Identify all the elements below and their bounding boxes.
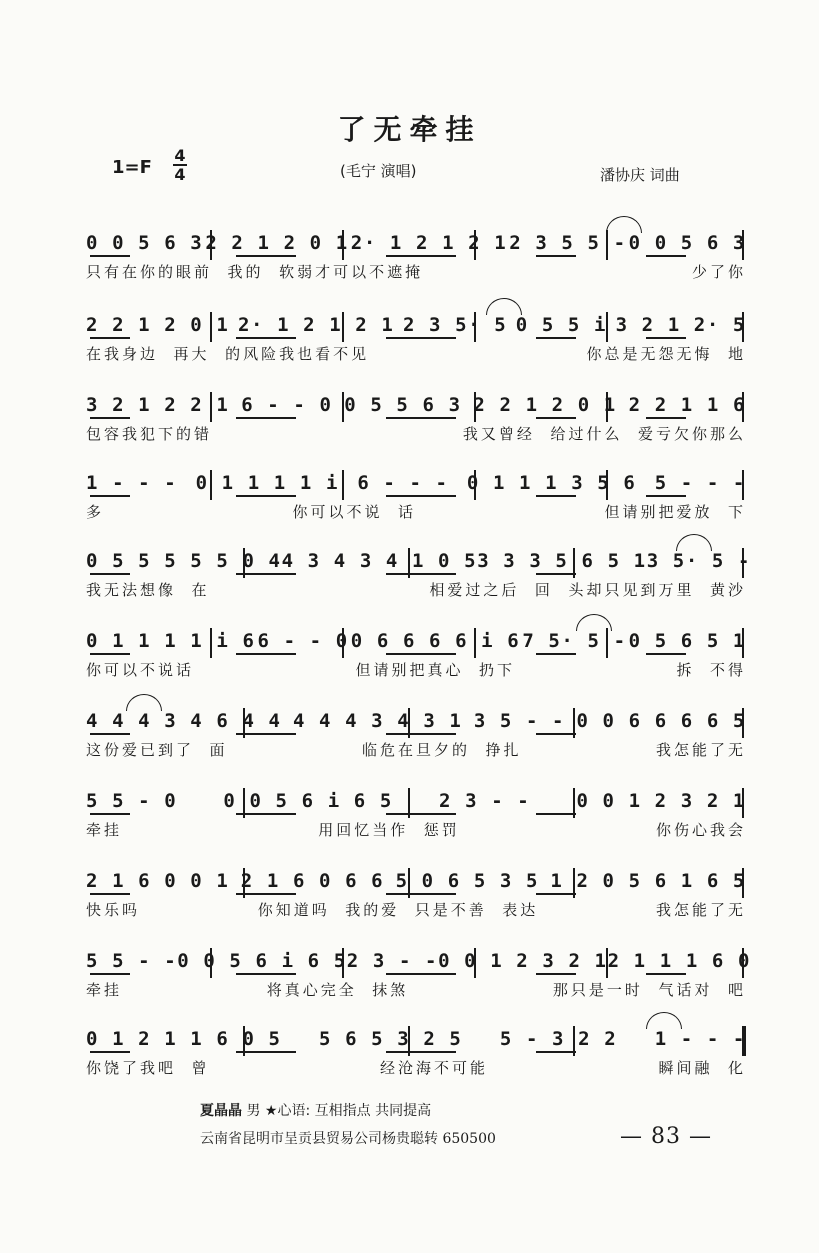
barline [606,628,608,658]
lyric-phrase: 牵挂 [86,821,123,839]
measure: 6 - - 0 [241,394,333,416]
tie-arc [576,614,612,631]
contributor-line [200,1100,431,1120]
lyric-phrase: 在我身边 再大 的风险我也看不见 [86,345,370,363]
barline [742,312,744,342]
beam-line [236,813,296,815]
tie-arc [676,534,712,551]
lyrics-line [86,658,746,682]
measure: 3 2 1 2· 5 [615,314,746,336]
beam-line [236,733,296,735]
beam-line [536,653,576,655]
beam-line [386,653,456,655]
lyrics-line [86,978,746,1002]
beam-line [90,893,130,895]
measure: 1 - - - [86,472,178,494]
beam-line [536,255,576,257]
barline [210,312,212,342]
lyric-phrase: 你可以不说 话 [292,503,416,521]
barline [342,392,344,422]
beam-line [386,733,456,735]
beam-line [536,973,576,975]
measure: 4 4 4 3 4 3 1 [292,710,463,732]
singer-credit: (毛宁 演唱) [340,162,417,180]
barline [742,548,744,578]
barline [742,230,744,260]
lyric-phrase: 你总是无怨无悔 地 [586,345,746,363]
measure: 2 3 - - [346,950,439,972]
beam-line [536,573,576,575]
notes-line [86,468,746,498]
lyric-phrase: 用回忆当作 惩罚 [318,821,460,839]
time-signature-top: 4 [174,146,186,165]
lyric-phrase: 我又曾经 给过什么 爱亏欠你那么 [462,425,746,443]
beam-line [536,813,576,815]
lyric-phrase: 多 [86,503,105,521]
lyrics-line [86,1056,746,1080]
beam-line [90,417,130,419]
lyric-phrase: 瞬间融 化 [658,1059,746,1077]
notes-line [86,390,746,420]
beam-line [386,893,456,895]
barline [342,312,344,342]
measure: 5 5 - 0 [86,790,178,812]
barline [742,868,744,898]
measure: 0 0 1 2 3 2 1 [438,950,608,972]
notes-line [86,546,752,576]
measure: 0 0 5 6 3 [86,232,204,254]
measure: 4 4 4 3 4 6 4 4 [86,710,282,732]
barline [742,470,744,500]
measure: 7 5· 5 - [522,630,627,652]
lyric-phrase: 包容我犯下的错 [86,425,213,443]
barline [606,312,608,342]
measure: 0 0 5 6 i 6 5 [177,950,347,972]
lyrics-line [86,422,746,446]
lyrics-line [86,818,746,842]
measure: 5 - - - [654,472,746,494]
beam-line [236,495,296,497]
measure: 0 6 6 6 6 i 6 [350,630,521,652]
lyric-phrase: 少了你 [691,263,746,281]
measure: 2 1 1 1 6 0 [607,950,752,972]
notes-line [86,706,746,736]
measure: 6 - - - [357,472,449,494]
barline [742,948,744,978]
measure: 2· 1 2 1 2 1 [237,314,395,336]
barline [210,470,212,500]
lyric-phrase: 你饶了我吧 曾 [86,1059,210,1077]
beam-line [90,337,130,339]
beam-line [386,1051,456,1053]
measure: 0 5 5 6 3 [344,394,462,416]
beam-line [536,337,576,339]
beam-line [386,973,456,975]
lyric-phrase: 拆 不得 [676,661,746,679]
measure: 2 2 1 2 0 1 [86,314,230,336]
barline [342,628,344,658]
barline [742,708,744,738]
barline [474,470,476,500]
beam-line [646,653,686,655]
contributor-address: 云南省昆明市呈贡县贸易公司杨贵聪转 650500 [200,1131,496,1147]
beam-line [90,813,130,815]
measure: 2 3 5 5 - [509,232,627,254]
beam-line [236,337,296,339]
lyrics-line [86,578,746,602]
beam-line [236,973,296,975]
tie-arc [606,216,642,233]
beam-line [90,653,130,655]
beam-line [536,495,576,497]
lyric-phrase: 快乐吗 [86,901,141,919]
measure: 4 3 4 3 4 1 0 5 [281,550,478,572]
notes-line [86,228,746,258]
lyrics-line [86,500,746,524]
measure: 2· 1 2 1 2 1 [350,232,508,254]
lyric-phrase: 我怎能了无 [655,901,746,919]
barline [474,948,476,978]
beam-line [90,255,130,257]
measure: 0 1 1 1 3 5 6 [466,472,637,494]
barline [606,230,608,260]
notes-line [86,786,746,816]
barline [474,312,476,342]
tie-arc [126,694,162,711]
beam-line [386,337,456,339]
time-signature-bottom: 4 [174,165,186,184]
lyric-phrase: 那只是一时 气话对 吧 [552,981,746,999]
barline [210,948,212,978]
beam-line [236,893,296,895]
beam-line [536,1051,576,1053]
lyric-phrase: 但请别把真心 扔下 [355,661,515,679]
beam-line [386,495,456,497]
beam-line [236,573,296,575]
measure: 0 0 5 6 3 [628,232,746,254]
beam-line [386,417,456,419]
notes-line [86,866,746,896]
beam-line [646,255,686,257]
measure: 5 5 - - [86,950,178,972]
beam-line [536,733,576,735]
measure: 3 5· 5 - [646,550,752,572]
measure: 3 2 1 2 2 1 [86,394,230,416]
lyric-phrase: 我无法想像 在 [86,581,210,599]
measure: 0 5 6 5 1 [628,630,746,652]
barline [342,948,344,978]
barline [210,392,212,422]
measure: 2 2 1 2 0 1 [205,232,349,254]
beam-line [646,973,686,975]
contributor-name: 夏晶晶 [200,1103,242,1119]
measure: 5 - 3 2 2 [499,1028,618,1050]
composer-credit: 潘协庆 词曲 [600,166,680,184]
notes-line [86,310,746,340]
beam-line [236,417,296,419]
time-signature [172,147,188,183]
measure: 2 1 6 0 0 1 [86,870,230,892]
song-title: 了无牵挂 [337,113,482,146]
barline [606,470,608,500]
barline [606,948,608,978]
measure: 2 3 - - [439,790,531,812]
barline [474,230,476,260]
beam-line [236,1051,296,1053]
measure: 0 1 1 1 1 i 6 [86,630,256,652]
tie-arc [486,298,522,315]
measure: 0 1 2 1 1 6 0 5 [86,1028,282,1050]
beam-line [90,573,130,575]
measure: 0 0 5 6 i 6 5 [223,790,393,812]
beam-line [90,495,130,497]
beam-line [536,893,576,895]
lyric-phrase: 但请别把爱放 下 [604,503,746,521]
measure: 6 - - 0 [257,630,349,652]
measure: 0 0 1 2 3 2 1 [576,790,746,812]
lyric-phrase: 你知道吗 我的爱 只是不善 表达 [257,901,539,919]
barline [342,230,344,260]
notes-line [86,946,752,976]
barline [742,1026,746,1056]
measure: 5 6 5 3 2 5 [319,1028,463,1050]
beam-line [236,255,296,257]
lyrics-line [86,342,746,366]
barline [742,628,744,658]
barline [210,230,212,260]
beam-line [646,337,686,339]
lyrics-line [86,260,746,284]
beam-line [386,813,456,815]
barline [606,392,608,422]
tie-arc [646,1012,682,1029]
lyric-phrase: 你可以不说话 [86,661,195,679]
lyric-phrase: 经沧海不可能 [379,1059,488,1077]
notes-line [86,626,746,656]
lyric-phrase: 你伤心我会 [655,821,746,839]
barline [742,392,744,422]
measure: 2 2 1 1 6 [628,394,746,416]
page-number: — 83 — [620,1124,712,1149]
lyrics-line [86,898,746,922]
lyric-phrase: 只有在你的眼前 我的 软弱才可以不遮掩 [86,263,424,281]
measure: 1 - - - [654,1028,746,1050]
beam-line [236,653,296,655]
beam-line [90,733,130,735]
lyric-phrase: 将真心完全 抹煞 [266,981,409,999]
barline [342,470,344,500]
measure: 2 2 1 2 0 1 [473,394,617,416]
barline [742,788,744,818]
barline [474,392,476,422]
measure: 0 0 6 6 6 6 5 [576,710,746,732]
measure: 3 3 3 5 6 5 1 [477,550,647,572]
beam-line [536,417,576,419]
beam-line [90,973,130,975]
lyric-phrase: 我怎能了无 [655,741,746,759]
beam-line [386,255,456,257]
measure: 0 1 1 1 1 i [195,472,340,494]
lyric-phrase: 临危在旦夕的 挣扎 [361,741,522,759]
lyric-phrase: 这份爱已到了 面 [86,741,228,759]
barline [474,628,476,658]
measure: 5 0 6 5 3 5 [395,870,540,892]
measure: 1 2 0 5 6 1 6 5 [550,870,746,892]
beam-line [646,417,686,419]
lyrics-line [86,738,746,762]
measure: 2 1 6 0 6 6 [240,870,385,892]
beam-line [90,1051,130,1053]
contributor-note: 男 ★心语: 互相指点 共同提高 [246,1103,432,1119]
key-signature: 1=F [112,157,152,178]
barline [210,628,212,658]
lyric-phrase: 相爱过之后 回 头却只见到万里 黄沙 [429,581,746,599]
measure: 2 3 5· 5 [402,314,508,336]
measure: 3 5 - - [473,710,566,732]
beam-line [646,495,686,497]
lyric-phrase: 牵挂 [86,981,123,999]
beam-line [386,573,456,575]
measure: 0 5 5 5 5 5 0 4 [86,550,282,572]
measure: 0 5 5 i [515,314,608,336]
